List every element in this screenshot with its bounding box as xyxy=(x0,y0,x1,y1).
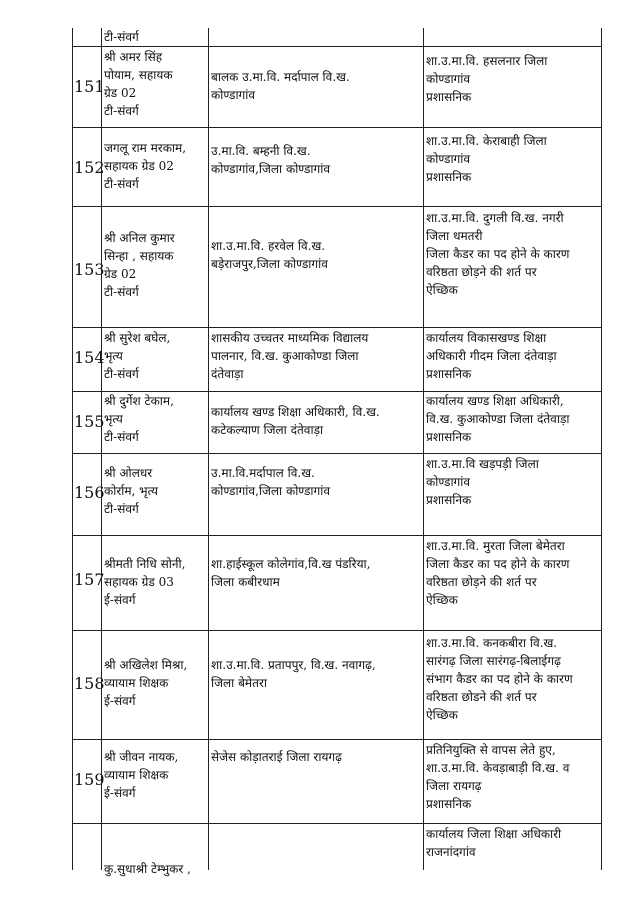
employee-name-cell-line: श्री दुर्गेश टेकाम, xyxy=(104,394,174,408)
new-posting-cell xyxy=(423,207,602,327)
current-posting-cell-line: जिला बेमेतरा xyxy=(211,676,267,690)
current-posting-cell-line: दंतेवाड़ा xyxy=(211,367,244,381)
new-posting-cell-line: शा.उ.मा.वि. केवड़ाबाड़ी वि.ख. व xyxy=(426,761,570,775)
serial-number-cell xyxy=(72,128,105,206)
new-posting-cell-line: प्रशासनिक xyxy=(426,493,472,507)
employee-name-cell-line: श्री अनिल कुमार xyxy=(104,231,175,245)
new-posting-cell-line: कार्यालय जिला शिक्षा अधिकारी xyxy=(426,827,562,841)
new-posting-cell-line: शा.उ.मा.वि. केराबाही जिला xyxy=(426,134,547,148)
new-posting-cell-line: कोण्डागांव xyxy=(426,475,471,489)
serial-number: 153 xyxy=(74,260,105,279)
serial-number: 156 xyxy=(74,483,105,502)
new-posting-cell xyxy=(423,740,602,823)
new-posting-cell-line: सारंगढ़ जिला सारंगढ़-बिलाईगढ़ xyxy=(426,654,561,668)
new-posting-cell-line: राजनांदगांव xyxy=(426,845,476,859)
current-posting-cell xyxy=(208,454,423,535)
employee-name-cell-line: ग्रेड 02 xyxy=(104,86,137,100)
serial-number-cell xyxy=(72,328,105,391)
new-posting-cell-line: शा.उ.मा.वि. हसलनार जिला xyxy=(426,54,548,68)
new-posting-cell-line: वरिष्ठता छोडने की शर्त पर xyxy=(426,690,537,704)
current-posting-cell-line: शासकीय उच्चतर माध्यमिक विद्यालय xyxy=(211,331,369,345)
serial-number-cell xyxy=(72,631,105,739)
table-row xyxy=(72,454,602,536)
employee-name-cell-line xyxy=(104,842,191,860)
serial-number-cell xyxy=(72,28,101,46)
new-posting-cell xyxy=(423,631,602,739)
table-row xyxy=(72,207,602,328)
current-posting-cell xyxy=(208,824,423,870)
new-posting-cell-line: शा.उ.मा.वि. कनकबीरा वि.ख. xyxy=(426,636,558,650)
table-row xyxy=(72,631,602,740)
employee-name-cell-line: टी-संवर्ग xyxy=(104,285,139,299)
serial-number: 157 xyxy=(74,570,105,589)
new-posting-cell-line: प्रशासनिक xyxy=(426,797,472,811)
serial-number-cell xyxy=(72,824,101,870)
new-posting-cell-line: संभाग कैडर का पद होने के कारण xyxy=(426,672,573,686)
new-posting-cell-line: ऐच्छिक xyxy=(426,283,458,297)
current-posting-cell xyxy=(208,631,423,739)
employee-name-cell-line: टी-संवर्ग xyxy=(104,104,139,118)
current-posting-cell xyxy=(208,536,423,630)
current-posting-cell-line: शा.उ.मा.वि. प्रतापपुर, वि.ख. नवागढ़, xyxy=(211,658,376,672)
new-posting-cell xyxy=(423,128,602,206)
employee-name-cell xyxy=(101,631,208,739)
serial-number-cell xyxy=(72,454,105,535)
serial-number: 155 xyxy=(74,412,105,431)
serial-number: 158 xyxy=(74,674,105,693)
new-posting-cell-line: वरिष्ठता छोड़ने की शर्त पर xyxy=(426,575,537,589)
serial-number: 152 xyxy=(74,158,105,177)
new-posting-cell-line: जिला धमतरी xyxy=(426,229,483,243)
employee-name-cell-line: ई-संवर्ग xyxy=(104,593,136,607)
employee-name-cell-line: टी-संवर्ग xyxy=(104,502,139,516)
current-posting-cell-line: शा.उ.मा.वि. हरवेल वि.ख. xyxy=(211,239,326,253)
new-posting-cell-line: जिला कैडर का पद होने के कारण xyxy=(426,247,570,261)
new-posting-cell-line: प्रशासनिक xyxy=(426,170,472,184)
employee-name-cell xyxy=(101,740,208,823)
current-posting-cell-line: कोण्डागांव xyxy=(211,88,256,102)
new-posting-cell xyxy=(423,328,602,391)
employee-name-cell-line: सहायक ग्रेड 03 xyxy=(104,575,174,589)
serial-number-cell xyxy=(72,536,105,630)
table-row xyxy=(72,28,602,47)
employee-name-cell-line: श्री अखिलेश मिश्रा, xyxy=(104,658,188,672)
new-posting-cell-line: ऐच्छिक xyxy=(426,593,458,607)
table-row xyxy=(72,536,602,631)
current-posting-cell-line: पालनार, वि.ख. कुआकोण्डा जिला xyxy=(211,349,359,363)
employee-name-cell-line: व्यायाम शिक्षक xyxy=(104,676,169,690)
current-posting-cell-line: कोण्डागांव,जिला कोण्डागांव xyxy=(211,162,331,176)
current-posting-cell-line: कोण्डागांव,जिला कोण्डागांव xyxy=(211,484,331,498)
employee-name-cell-line xyxy=(104,824,191,842)
employee-name-cell-line: श्री जीवन नायक, xyxy=(104,750,179,764)
current-posting-cell-line: कार्यालय खण्ड शिक्षा अधिकारी, वि.ख. xyxy=(211,405,380,419)
current-posting-cell-line: बड़ेराजपुर,जिला कोण्डागांव xyxy=(211,257,328,271)
employee-name-cell-line: सिन्हा , सहायक xyxy=(104,249,174,263)
employee-name-cell-line: ग्रेड 02 xyxy=(104,267,137,281)
new-posting-cell xyxy=(423,392,602,453)
employee-name-cell-line: पोयाम, सहायक xyxy=(104,68,173,82)
current-posting-cell-line: उ.मा.वि.मर्दापाल वि.ख. xyxy=(211,466,315,480)
new-posting-cell xyxy=(423,47,602,127)
serial-number: 154 xyxy=(74,348,105,367)
new-posting-cell xyxy=(423,824,602,870)
new-posting-cell-line: प्रतिनियुक्ति से वापस लेते हुए, xyxy=(426,743,556,757)
current-posting-cell-line: उ.मा.वि. बम्हनी वि.ख. xyxy=(211,144,311,158)
new-posting-cell-line: शा.उ.मा.वि खड़पड़ी जिला xyxy=(426,457,539,471)
employee-name-cell-line: कु.सुधाश्री टेम्भुकर , xyxy=(104,862,191,876)
table-row xyxy=(72,392,602,454)
employee-name-cell xyxy=(101,824,208,876)
new-posting-cell-line: कोण्डागांव xyxy=(426,152,471,166)
current-posting-cell-line: बालक उ.मा.वि. मर्दापाल वि.ख. xyxy=(211,70,350,84)
new-posting-cell xyxy=(423,536,602,630)
employee-name-cell-line: कोर्राम, भृत्य xyxy=(104,484,159,498)
employee-name-cell-line: ई-संवर्ग xyxy=(104,786,136,800)
table-row xyxy=(72,47,602,128)
employee-name-cell xyxy=(101,128,208,206)
new-posting-cell-line: कार्यालय विकासखण्ड शिक्षा xyxy=(426,331,547,345)
current-posting-cell xyxy=(208,28,423,46)
new-posting-cell-line: शा.उ.मा.वि. दुगली वि.ख. नगरी xyxy=(426,211,564,225)
current-posting-cell xyxy=(208,47,423,127)
serial-number-cell xyxy=(72,740,105,823)
new-posting-cell-line: जिला कैडर का पद होने के कारण xyxy=(426,557,570,571)
new-posting-cell xyxy=(423,28,602,46)
employee-name-cell-line: टी-संवर्ग xyxy=(104,430,139,444)
serial-number: 159 xyxy=(74,770,105,789)
current-posting-cell-line: जिला कबीरधाम xyxy=(211,575,280,589)
table-row xyxy=(72,740,602,824)
employee-name-cell-line: श्री ओलधर xyxy=(104,466,153,480)
current-posting-cell xyxy=(208,392,423,453)
employee-name-cell xyxy=(101,536,208,630)
current-posting-cell xyxy=(208,128,423,206)
new-posting-cell-line: अधिकारी गीदम जिला दंतेवाड़ा xyxy=(426,349,557,363)
employee-name-cell xyxy=(101,47,208,127)
current-posting-cell-line: सेजेस कोड़ातराई जिला रायगढ़ xyxy=(211,750,342,764)
employee-name-cell xyxy=(101,28,208,46)
employee-name-cell-line: सहायक ग्रेड 02 xyxy=(104,159,174,173)
serial-number: 151 xyxy=(74,77,105,96)
new-posting-cell-line: जिला रायगढ़ xyxy=(426,779,482,793)
new-posting-cell-line: प्रशासनिक xyxy=(426,430,472,444)
serial-number-cell xyxy=(72,392,105,453)
employee-name-cell-line: ई-संवर्ग xyxy=(104,694,136,708)
employee-name-cell xyxy=(101,328,208,391)
new-posting-cell-line: वि.ख. कुआकोण्डा जिला दंतेवाड़ा xyxy=(426,412,570,426)
current-posting-cell xyxy=(208,328,423,391)
current-posting-cell-line: शा.हाईस्कूल कोलेगांव,वि.ख पंडरिया, xyxy=(211,557,371,571)
employee-name-cell-line: भृत्य xyxy=(104,412,123,426)
employee-name-cell-line: टी-संवर्ग xyxy=(104,367,139,381)
employee-name-cell-line: भृत्य xyxy=(104,349,123,363)
new-posting-cell-line: कार्यालय खण्ड शिक्षा अधिकारी, xyxy=(426,394,564,408)
current-posting-cell xyxy=(208,740,423,823)
employee-name-cell xyxy=(101,392,208,453)
current-posting-cell xyxy=(208,207,423,327)
serial-number-cell xyxy=(72,207,105,327)
employee-name-cell-line: टी-संवर्ग xyxy=(104,30,139,44)
new-posting-cell-line: ऐच्छिक xyxy=(426,708,458,722)
serial-number-cell xyxy=(72,47,105,127)
employee-name-cell-line: श्री सुरेश बघेल, xyxy=(104,331,171,345)
new-posting-cell-line: वरिष्ठता छोड़ने की शर्त पर xyxy=(426,265,537,279)
employee-name-cell-line: श्री अमर सिंह xyxy=(104,50,163,64)
new-posting-cell-line: शा.उ.मा.वि. मुरता जिला बेमेतरा xyxy=(426,539,565,553)
employee-name-cell-line: श्रीमती निधि सोनी, xyxy=(104,557,186,571)
new-posting-cell-line: कोण्डागांव xyxy=(426,72,471,86)
employee-name-cell xyxy=(101,454,208,535)
employee-name-cell xyxy=(101,207,208,327)
employee-name-cell-line: व्यायाम शिक्षक xyxy=(104,768,169,782)
employee-name-cell-line: जगलू राम मरकाम, xyxy=(104,141,187,155)
table-row xyxy=(72,824,602,876)
new-posting-cell xyxy=(423,454,602,535)
table-row xyxy=(72,328,602,392)
new-posting-cell-line: प्रशासनिक xyxy=(426,367,472,381)
current-posting-cell-line: कटेकल्याण जिला दंतेवाड़ा xyxy=(211,423,324,437)
table-row xyxy=(72,128,602,207)
employee-name-cell-line: टी-संवर्ग xyxy=(104,177,139,191)
new-posting-cell-line: प्रशासनिक xyxy=(426,90,472,104)
